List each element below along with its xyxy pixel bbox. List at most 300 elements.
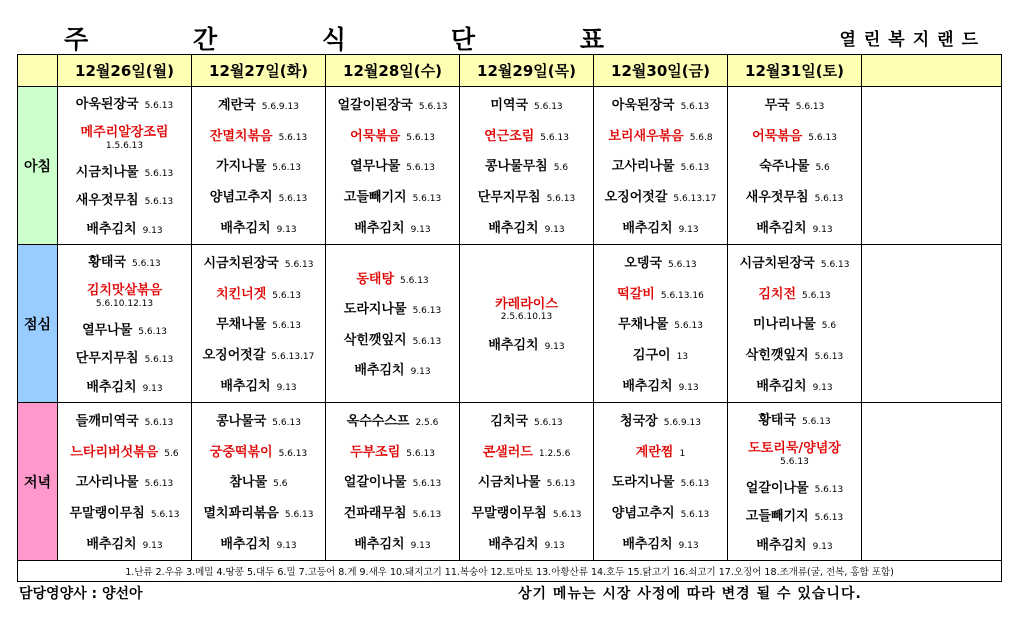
menu-item [192,442,325,460]
menu-item [594,314,727,332]
allergen-codes: 5.6.13 [540,132,569,143]
allergen-codes: 5.6.13 [552,509,582,520]
dish-name: 참나물 [229,475,268,491]
allergen-codes: 1 [679,448,686,459]
allergen-codes: 5.6.13 [278,132,308,143]
menu-item [192,314,325,332]
menu-item [58,252,191,270]
meal-label: 점심 [18,245,58,403]
menu-item [460,95,593,113]
allergen-codes: 5.6.13 [534,102,563,113]
allergen-codes: 5.6.13 [814,193,844,204]
allergen-codes: 5.6.13 [802,417,831,428]
allergen-codes: 9.13 [544,540,565,551]
menu-cell [728,245,862,403]
dish-name: 무말랭이무침 [69,505,145,521]
day-header: 12월29일(목) [460,55,594,87]
menu-item [594,156,727,174]
menu-cell [58,245,192,403]
dish-name: 어묵볶음 [350,128,401,144]
allergen-codes: 5.6.10.12.13 [95,298,154,309]
dish-name: 계란찜 [635,444,674,460]
dish-name: 궁중떡볶이 [209,444,273,460]
dish-name: 배추김치 [756,378,807,394]
dish-name: 단무지무침 [477,189,541,205]
menu-item [460,472,593,490]
allergen-codes: 5.6.13 [412,306,442,317]
menu-item [192,411,325,429]
allergen-codes: 9.13 [276,224,297,235]
dish-name: 계란국 [218,98,256,114]
allergen-codes: 13 [676,351,689,362]
menu-item [460,503,593,521]
allergen-codes: 5.6.13 [144,418,174,429]
dish-name: 건파래무침 [343,505,407,521]
allergen-codes: 5.6.13 [144,479,174,490]
menu-item [326,472,459,490]
menu-item [594,218,727,236]
dish-name: 아욱된장국 [611,98,675,114]
menu-item [192,253,325,271]
menu-item [460,411,593,429]
allergen-codes: 5.6.13 [132,259,161,270]
menu-item [728,126,861,144]
allergen-codes: 9.13 [410,224,431,235]
allergen-codes: 5.6.13 [278,448,308,459]
menu-item [728,438,861,467]
menu-cell [728,87,862,245]
allergen-codes: 5.6.13 [284,509,314,520]
menu-item [326,187,459,205]
menu-item [58,219,191,237]
dish-name: 배추김치 [86,536,137,552]
menu-item [58,503,191,521]
dish-name: 배추김치 [220,378,271,394]
dish-name: 도라지나물 [611,475,675,491]
allergen-codes: 9.13 [544,341,565,352]
dish-name: 어묵볶음 [752,128,803,144]
dish-name: 배추김치 [354,220,405,236]
menu-cell [192,87,326,245]
dish-name: 배추김치 [756,220,807,236]
allergen-codes: 2.5.6.10.13 [500,312,553,323]
allergen-codes: 9.13 [276,382,297,393]
menu-item [728,314,861,332]
allergen-codes: 5.6.9.13 [663,418,701,429]
menu-item [460,534,593,552]
menu-item [326,156,459,174]
dish-name: 콩나물무침 [484,159,548,175]
dish-name: 오뎅국 [624,256,663,272]
menu-item [326,95,459,113]
allergen-codes: 1.5.6.13 [105,140,144,151]
menu-item [460,156,593,174]
dish-name: 김치전 [758,286,797,302]
dish-name: 오징어젓갈 [604,189,668,205]
dish-name: 가지나물 [216,159,267,175]
dish-name: 새우젓무침 [745,189,809,205]
menu-item [594,95,727,113]
allergen-codes: 5.6 [821,321,837,332]
meal-row [18,245,1002,403]
dish-name: 고들빼기지 [745,509,809,525]
menu-item [728,156,861,174]
menu-item [326,360,459,378]
allergen-codes: 5.6.13 [144,168,174,179]
menu-item [594,345,727,363]
dish-name: 배추김치 [354,536,405,552]
menu-item [58,280,191,309]
dish-name: 김치맛살볶음 [86,283,163,299]
day-header: 12월28일(수) [326,55,460,87]
dish-name: 배추김치 [756,537,807,553]
meal-label: 아침 [18,87,58,245]
menu-item [326,442,459,460]
dish-name: 얼갈이나물 [343,475,407,491]
menu-item [728,345,861,363]
menu-item [58,534,191,552]
allergen-codes: 5.6.13 [534,418,563,429]
menu-item [58,472,191,490]
menu-item [58,348,191,366]
menu-item [326,534,459,552]
allergen-codes: 5.6.13 [284,260,314,271]
menu-cell [192,403,326,561]
weekly-menu-table [17,54,1002,582]
dish-name: 삭힌깻잎지 [745,347,809,363]
allergen-codes: 5.6.13 [412,336,442,347]
allergen-codes: 5.6.13 [814,484,844,495]
page-title [64,20,604,54]
allergen-codes: 9.13 [276,540,297,551]
allergen-codes: 5.6.13 [674,321,703,332]
dish-name: 연근조림 [484,128,535,144]
allergen-codes: 9.13 [544,224,565,235]
dietitian-name: 담당영양사 : 양선아 [19,586,143,602]
dish-name: 배추김치 [86,221,137,237]
allergen-codes: 5.6.13 [400,275,429,286]
menu-cell [58,87,192,245]
allergen-codes: 5.6.13.16 [660,290,704,301]
dish-name: 떡갈비 [617,286,655,302]
dish-name: 고들빼기지 [343,189,407,205]
allergen-codes: 5.6.13 [138,326,167,337]
allergen-codes: 5.6.13 [808,132,837,143]
dish-name: 양념고추지 [611,505,675,521]
menu-item [192,284,325,302]
day-header: 12월27일(화) [192,55,326,87]
menu-item [728,478,861,496]
menu-item [192,472,325,490]
menu-item [460,187,593,205]
dish-name: 무말랭이무침 [471,505,547,521]
dish-name: 새우젓무침 [75,193,139,209]
dish-name: 메주리알장조림 [80,125,169,141]
menu-cell [460,87,594,245]
dish-name: 시금치나물 [477,475,541,491]
dish-name: 배추김치 [488,220,539,236]
allergen-codes: 9.13 [678,224,699,235]
menu-item [594,411,727,429]
menu-item [594,284,727,302]
dish-name: 시금치된장국 [203,256,279,272]
dish-name: 보리새우볶음 [608,128,684,144]
menu-item [58,162,191,180]
dish-name: 들깨미역국 [75,414,139,430]
menu-cell [326,245,460,403]
menu-item [192,187,325,205]
organization-name: 열린복지랜드 [839,30,986,50]
dish-name: 도토리묵/양념장 [748,441,841,457]
allergen-codes: 5.6.13 [546,193,576,204]
allergen-codes: 9.13 [812,382,833,393]
change-notice: 상기 메뉴는 시장 사정에 따라 변경 될 수 있습니다. [518,586,862,602]
empty-cell [862,87,1002,245]
dish-name: 무채나물 [216,317,267,333]
allergen-codes: 9.13 [410,366,431,377]
dish-name: 얼갈이된장국 [337,98,413,114]
menu-item [192,376,325,394]
menu-item [594,253,727,271]
menu-item [460,335,593,353]
dish-name: 김구이 [632,347,671,363]
allergen-codes: 5.6 [273,479,288,490]
dish-name: 배추김치 [220,220,271,236]
dish-name: 얼갈이나물 [745,480,809,496]
allergen-codes: 5.6.13 [795,102,825,113]
allergen-codes: 5.6.13 [780,456,809,467]
menu-item [594,126,727,144]
menu-item [728,253,861,271]
dish-name: 오징어젓갈 [202,347,266,363]
allergen-codes: 9.13 [410,540,431,551]
title-char: 단 [450,25,476,54]
menu-cell [192,245,326,403]
menu-item [192,345,325,363]
day-header: 12월26일(월) [58,55,192,87]
allergen-codes: 5.6.13 [144,355,174,366]
allergen-codes: 5.6.13 [680,479,710,490]
dish-name: 무국 [764,98,790,114]
menu-item [58,190,191,208]
meal-row [18,87,1002,245]
menu-item [58,94,191,112]
dish-name: 배추김치 [354,362,405,378]
allergen-codes: 5.6.13 [680,163,710,174]
dish-name: 청국장 [620,414,658,430]
menu-item [728,187,861,205]
dish-name: 두부조림 [350,444,401,460]
menu-item [594,472,727,490]
menu-item [58,320,191,338]
menu-item [594,187,727,205]
allergen-codes: 9.13 [812,541,833,552]
allergen-codes: 5.6.13 [406,132,435,143]
allergen-codes: 5.6.13 [546,479,576,490]
dish-name: 미나리나물 [752,317,816,333]
allergen-legend: 1.난류 2.우유 3.메밀 4.땅콩 5.대두 6.밀 7.고등어 8.게 9.새우 10.돼지고기 11.복숭아 12.토마토 13.아황산류 14.호두 15.닭고기 16.쇠고기 17.오징어 18.조개류(굴, 전복, 홍합 포함) [18,561,1002,582]
dish-name: 느타리버섯볶음 [70,444,159,460]
day-header: 12월30일(금) [594,55,728,87]
dish-name: 카레라이스 [495,296,558,312]
menu-item [594,534,727,552]
title-char: 간 [192,25,218,54]
dish-name: 잔멸치볶음 [209,128,273,144]
dish-name: 동태탕 [356,271,395,287]
menu-item [728,376,861,394]
allergen-codes: 5.6 [815,163,830,174]
dish-name: 배추김치 [488,337,539,353]
menu-item [594,503,727,521]
dish-name: 고사리나물 [75,475,139,491]
menu-cell [326,87,460,245]
allergen-codes: 5.6.13 [406,448,435,459]
menu-cell [326,403,460,561]
menu-item [460,218,593,236]
menu-cell [460,403,594,561]
allergen-codes: 9.13 [812,224,833,235]
allergen-codes: 9.13 [678,382,699,393]
menu-item [326,299,459,317]
dish-name: 시금치된장국 [739,256,815,272]
menu-item [728,506,861,524]
dish-name: 삭힌깻잎지 [343,332,407,348]
dish-name: 고사리나물 [611,159,675,175]
dish-name: 아욱된장국 [75,97,139,113]
menu-item [192,156,325,174]
menu-item [460,442,593,460]
allergen-codes: 5.6.13 [418,102,448,113]
allergen-codes: 5.6 [164,448,179,459]
menu-cell [728,403,862,561]
dish-name: 황태국 [88,255,127,271]
menu-item [728,535,861,553]
meal-label: 저녁 [18,403,58,561]
dish-name: 배추김치 [622,220,673,236]
menu-item [594,376,727,394]
dish-name: 치킨너겟 [216,286,267,302]
menu-item [460,126,593,144]
menu-item [326,411,459,429]
dish-name: 도라지나물 [343,302,407,318]
empty-cell [862,245,1002,403]
dish-name: 배추김치 [622,378,673,394]
dish-name: 배추김치 [488,536,539,552]
menu-item [58,411,191,429]
menu-item [594,442,727,460]
allergen-codes: 9.13 [142,383,163,394]
allergen-codes: 5.6.13 [668,260,697,271]
dish-name: 양념고추지 [209,189,273,205]
menu-item [728,284,861,302]
dish-name: 미역국 [490,98,529,114]
dish-name: 열무나물 [350,159,401,175]
empty-cell [862,403,1002,561]
dish-name: 멸치꽈리볶음 [203,505,279,521]
allergen-codes: 5.6.13 [272,290,301,301]
allergen-codes: 5.6.13 [278,193,308,204]
allergen-codes: 5.6.13 [820,260,850,271]
menu-item [326,503,459,521]
header-corner [18,55,58,87]
menu-cell [460,245,594,403]
menu-item [192,503,325,521]
allergen-codes: 9.13 [678,540,699,551]
allergen-codes: 5.6.9.13 [261,102,299,113]
dish-name: 열무나물 [82,322,133,338]
allergen-codes: 5.6.13 [412,193,442,204]
menu-cell [594,87,728,245]
menu-item [192,534,325,552]
allergen-codes: 5.6.13.17 [271,351,315,362]
allergen-codes: 5.6.13 [144,197,174,208]
title-char: 표 [579,25,604,54]
allergen-codes: 5.6.13 [144,101,174,112]
menu-item [460,294,593,323]
menu-item [326,126,459,144]
dish-name: 무채나물 [618,317,669,333]
menu-item [326,330,459,348]
menu-item [728,410,861,428]
allergen-codes: 5.6.13 [802,290,831,301]
allergen-codes: 9.13 [142,540,163,551]
allergen-codes: 2.5.6 [415,418,439,429]
allergen-codes: 5.6.13 [680,102,710,113]
dish-name: 황태국 [758,413,797,429]
allergen-codes: 5.6.13 [680,509,710,520]
menu-cell [58,403,192,561]
day-header: 12월31일(토) [728,55,862,87]
allergen-codes: 5.6.13 [272,321,301,332]
allergen-codes: 1.2.5.6 [538,448,571,459]
menu-item [326,269,459,287]
allergen-codes: 9.13 [142,225,163,236]
dish-name: 콘샐러드 [482,444,533,460]
allergen-codes: 5.6.13 [150,509,180,520]
title-char: 주 [64,25,89,54]
allergen-codes: 5.6.13 [814,351,844,362]
allergen-codes: 5.6.13 [406,163,435,174]
menu-item [728,218,861,236]
title-char: 식 [321,25,347,54]
menu-item [58,377,191,395]
allergen-codes: 5.6.13 [412,479,442,490]
allergen-codes: 5.6.13 [814,513,844,524]
allergen-codes: 5.6.13 [272,163,301,174]
menu-cell [594,403,728,561]
menu-item [192,218,325,236]
menu-item [326,218,459,236]
header-empty [862,55,1002,87]
allergen-codes: 5.6.8 [689,132,713,143]
allergen-codes: 5.6.13 [412,509,442,520]
dish-name: 숙주나물 [759,159,810,175]
meal-row [18,403,1002,561]
menu-item [192,95,325,113]
legend-row [18,561,1002,582]
menu-item [192,126,325,144]
menu-item [58,122,191,151]
day-header-row [18,55,1002,87]
menu-item [728,95,861,113]
dish-name: 콩나물국 [216,414,267,430]
allergen-codes: 5.6.13 [272,418,301,429]
dish-name: 시금치나물 [75,164,139,180]
dish-name: 김치국 [490,414,529,430]
dish-name: 배추김치 [622,536,673,552]
menu-cell [594,245,728,403]
dish-name: 배추김치 [220,536,271,552]
